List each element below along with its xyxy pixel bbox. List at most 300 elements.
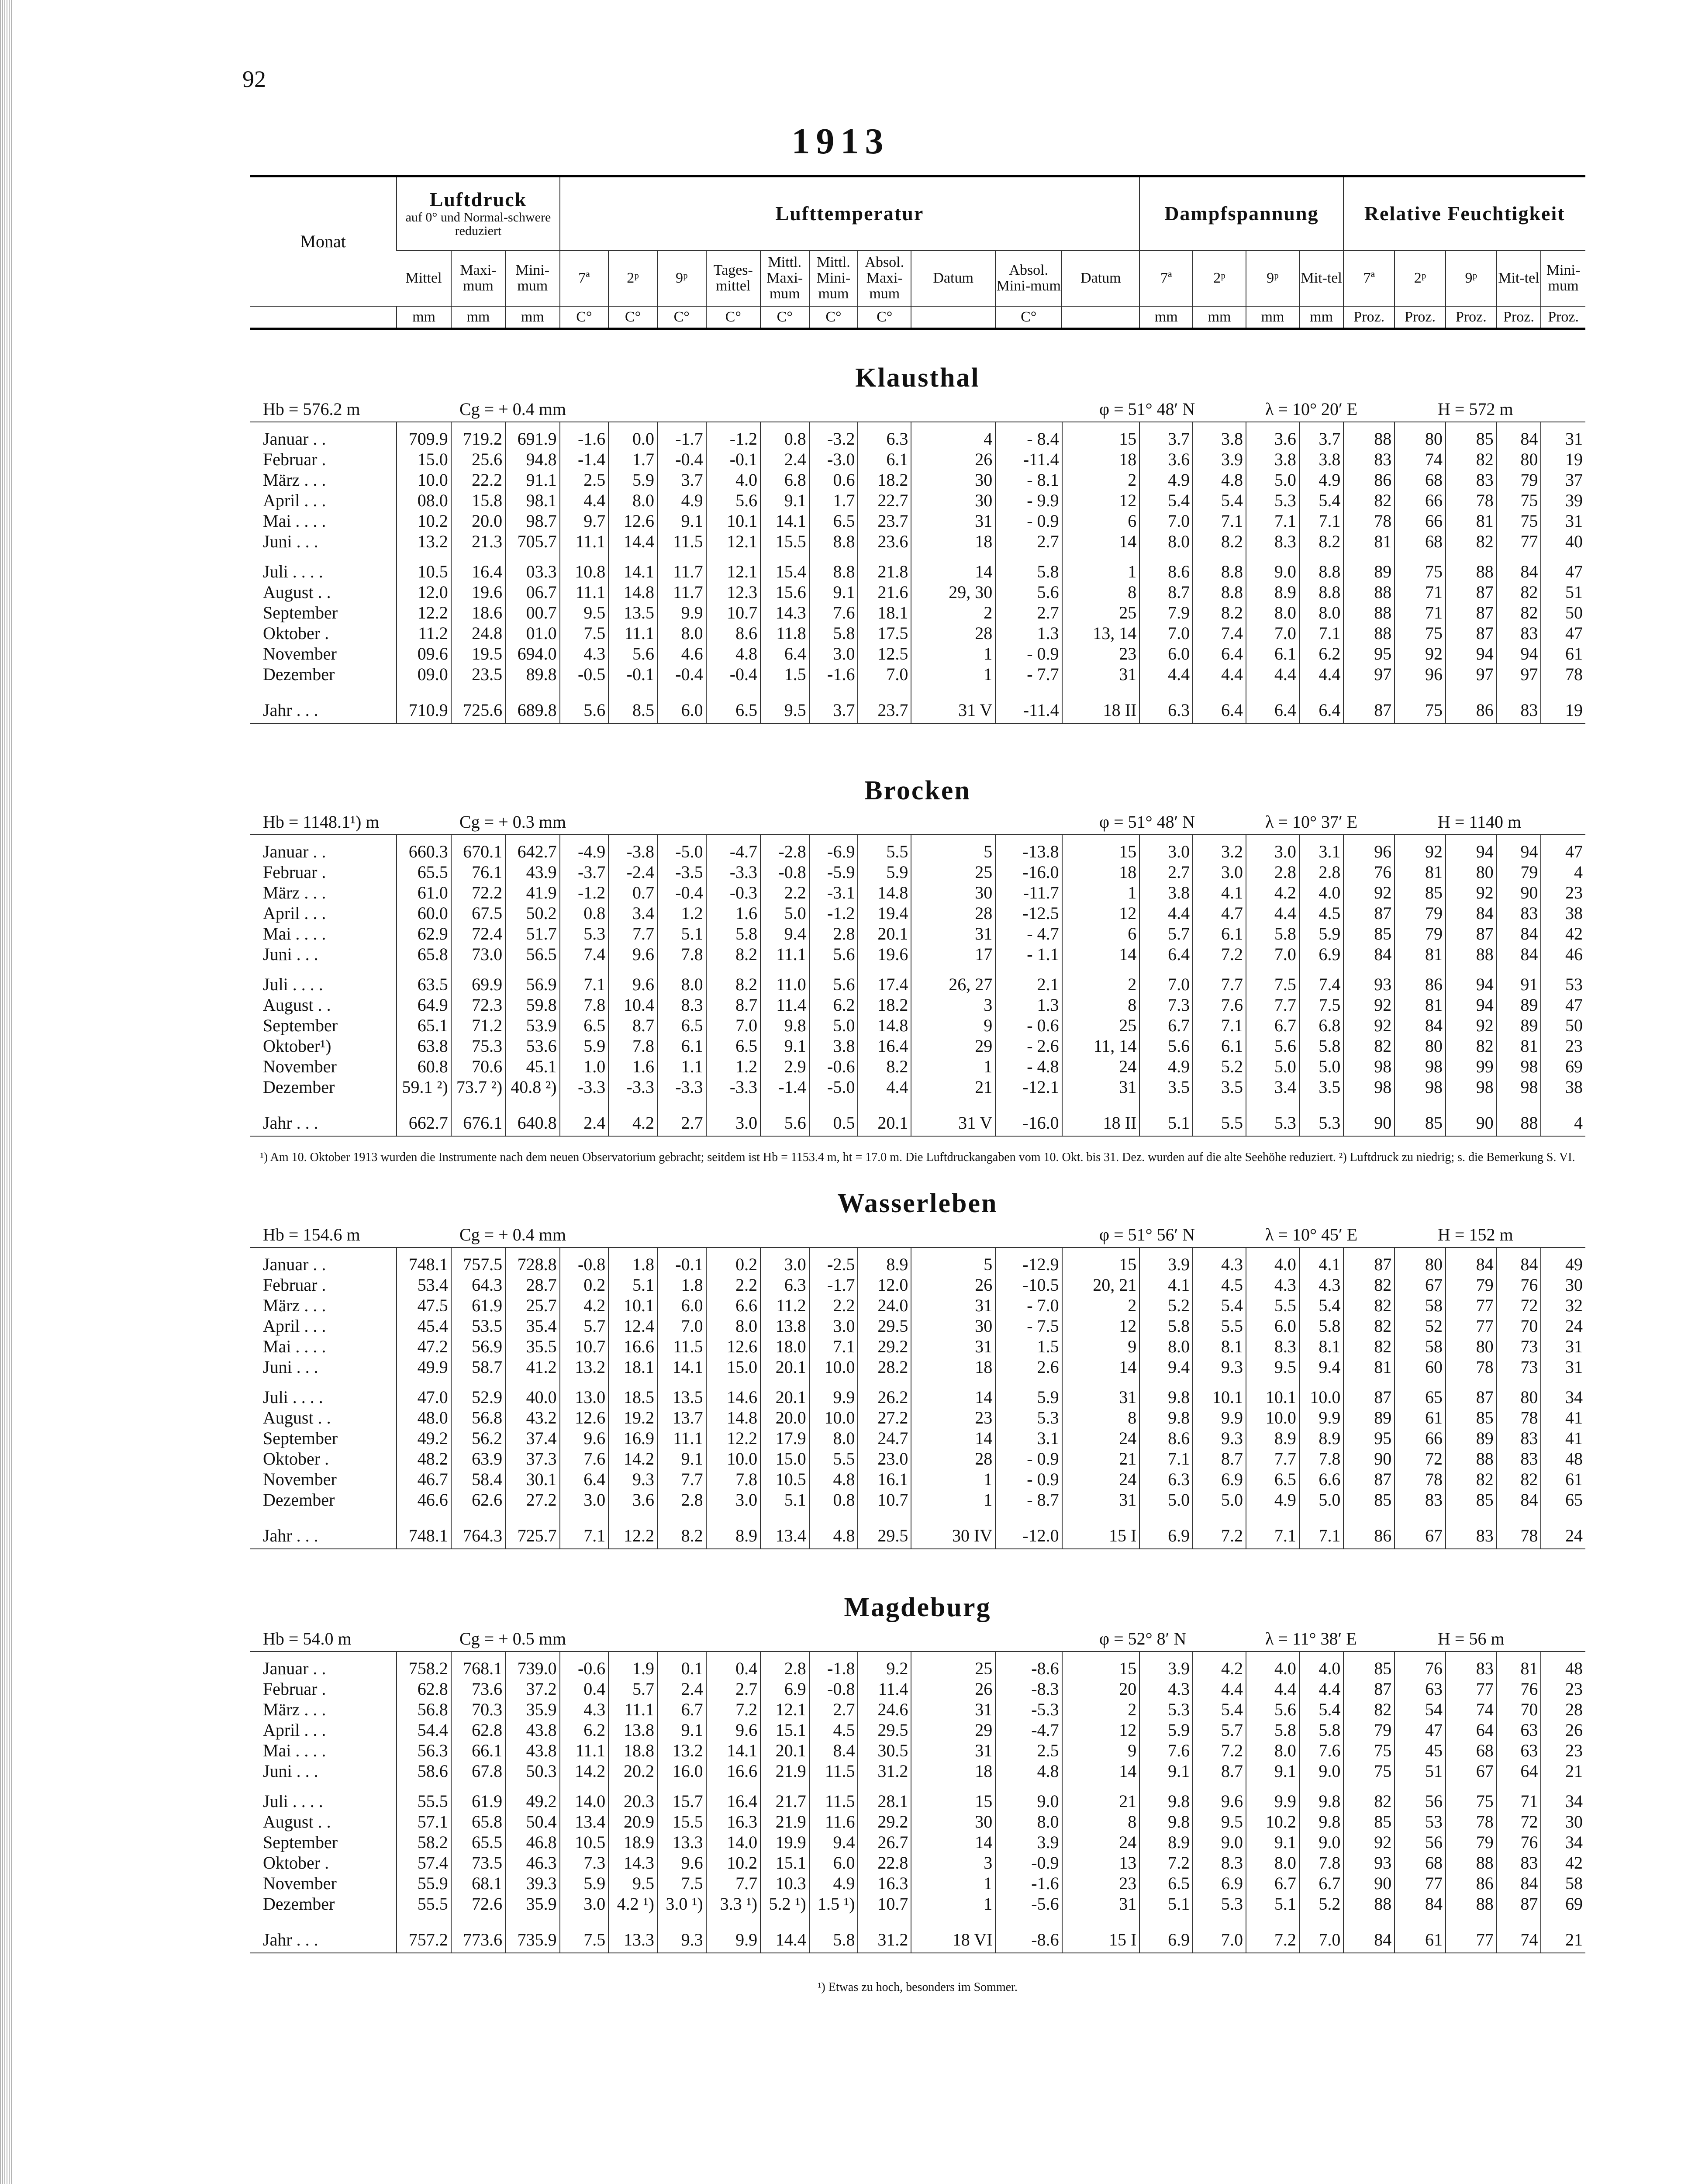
cell-t-mittl-max: 14.3 <box>760 602 809 623</box>
cell-t-datum: 31 V <box>911 684 995 723</box>
col-d-2p: 2ᵖ <box>1193 250 1246 306</box>
cell-f-min: 37 <box>1541 470 1585 490</box>
col-t-2p: 2ᵖ <box>608 250 657 306</box>
cell-f-mittel: 81 <box>1497 1036 1541 1056</box>
cell-f-2p: 66 <box>1395 511 1446 531</box>
unit-t-mittl-min: C° <box>809 306 858 329</box>
cell-f-7a: 98 <box>1343 1056 1395 1077</box>
cell-t-mittl-max: 21.9 <box>760 1761 809 1781</box>
cell-t-mittl-max: 12.1 <box>760 1699 809 1720</box>
cell-t-9p: 2.7 <box>657 1097 706 1136</box>
cell-d-7a: 9.8 <box>1139 1407 1193 1428</box>
cell-ld-mittel: 08.0 <box>397 490 451 511</box>
cell-t-mittl-min: 8.8 <box>809 552 858 582</box>
cell-t-datum: 1 <box>1062 552 1140 582</box>
table-row <box>250 1428 1585 1448</box>
station-meta <box>250 1625 1585 1652</box>
cell-t-7a: 7.4 <box>560 944 609 964</box>
station-name: Brocken <box>864 776 971 805</box>
cell-t-2p: 8.0 <box>608 490 657 511</box>
cell-t-mittl-max: 14.1 <box>760 511 809 531</box>
cell-t-mittel: 10.1 <box>706 511 760 531</box>
cell-t-mittl-max: 18.0 <box>760 1336 809 1357</box>
cell-d-2p: 4.5 <box>1193 1275 1246 1295</box>
cell-f-9p: 83 <box>1446 470 1497 490</box>
cell-t-mittel: 10.2 <box>706 1852 760 1873</box>
cell-t-absol-max: 29.2 <box>858 1336 911 1357</box>
cell-f-7a: 90 <box>1343 1097 1395 1136</box>
cell-d-7a: 8.0 <box>1139 531 1193 552</box>
cell-t-7a: 9.6 <box>560 1428 609 1448</box>
cell-t-absol-max: 28.1 <box>858 1781 911 1811</box>
cell-t-absol-max: 8.2 <box>858 1056 911 1077</box>
cell-ld-mittel: 09.6 <box>397 643 451 664</box>
cell-t-9p: -0.4 <box>657 664 706 684</box>
cell-f-2p: 81 <box>1395 862 1446 882</box>
cell-t-7a: 4.4 <box>560 490 609 511</box>
header-dampfspannung: Dampfspannung <box>1139 176 1343 250</box>
cell-d-mittel: 9.0 <box>1299 1832 1344 1852</box>
cell-d-mittel: 4.0 <box>1299 882 1344 903</box>
cell-t-mittel: 16.3 <box>706 1811 760 1832</box>
cell-f-mittel: 88 <box>1497 1097 1541 1136</box>
cell-d-2p: 8.2 <box>1193 531 1246 552</box>
cell-t-mittl-min: 5.0 <box>809 1015 858 1036</box>
cell-d-mittel: 5.0 <box>1299 1056 1344 1077</box>
cell-t-datum: 5 <box>911 835 995 862</box>
cell-t-9p: 4.6 <box>657 643 706 664</box>
cell-f-mittel: 79 <box>1497 470 1541 490</box>
cell-t-mittel: 6.5 <box>706 1036 760 1056</box>
cell-t-7a: 5.3 <box>560 923 609 944</box>
cell-t-mittl-min: 5.8 <box>809 1914 858 1953</box>
cell-d-2p: 9.3 <box>1193 1428 1246 1448</box>
cell-t-7a: 5.9 <box>560 1873 609 1894</box>
cell-monat: Juni . . . <box>263 532 318 551</box>
cell-t-datum: 21 <box>1062 1448 1140 1469</box>
cell-d-7a: 9.1 <box>1139 1761 1193 1781</box>
table-row <box>250 643 1585 664</box>
cell-ld-min: 735.9 <box>505 1914 559 1953</box>
cell-d-2p: 4.8 <box>1193 470 1246 490</box>
cell-d-2p: 5.4 <box>1193 1295 1246 1316</box>
cell-d-9p: 7.5 <box>1246 964 1299 995</box>
cell-f-min: 50 <box>1541 1015 1585 1036</box>
cell-d-2p: 5.4 <box>1193 1699 1246 1720</box>
cell-f-min: 31 <box>1541 1336 1585 1357</box>
table-row <box>250 1873 1585 1894</box>
cell-t-absol-max: 22.7 <box>858 490 911 511</box>
cell-f-2p: 75 <box>1395 684 1446 723</box>
cell-t-datum: 18 <box>1062 449 1140 470</box>
cell-t-absol-max: 23.6 <box>858 531 911 552</box>
cell-t-mittl-max: 13.4 <box>760 1510 809 1549</box>
cell-t-datum: 15 <box>1062 835 1140 862</box>
cell-monat: Juni . . . <box>263 1761 318 1781</box>
cell-monat: Januar . . <box>263 429 326 449</box>
cell-monat: Dezember <box>263 1894 335 1914</box>
cell-t-datum: 9 <box>1062 1740 1140 1761</box>
cell-f-7a: 88 <box>1343 623 1395 643</box>
unit-cell <box>250 306 397 329</box>
cell-ld-min: 51.7 <box>505 923 559 944</box>
cell-monat: August . . <box>263 995 331 1015</box>
cell-t-7a: 9.5 <box>560 602 609 623</box>
cell-t-absol-max: 16.4 <box>858 1036 911 1056</box>
cell-ld-min: 46.8 <box>505 1832 559 1852</box>
station-phi: φ = 52° 8′ N <box>1099 1629 1187 1648</box>
cell-t-datum: 14 <box>911 552 995 582</box>
cell-t-9p: 8.0 <box>657 623 706 643</box>
cell-f-2p: 86 <box>1395 964 1446 995</box>
cell-t-7a: 0.8 <box>560 903 609 923</box>
cell-f-9p: 80 <box>1446 862 1497 882</box>
cell-ld-min: 89.8 <box>505 664 559 684</box>
cell-t-datum: 1 <box>911 1489 995 1510</box>
cell-t-mittel: 8.2 <box>706 964 760 995</box>
cell-t-datum: 23 <box>911 1407 995 1428</box>
cell-t-mittel: 12.6 <box>706 1336 760 1357</box>
table-row <box>250 1679 1585 1699</box>
cell-t-mittel: 8.2 <box>706 944 760 964</box>
cell-d-9p: 5.8 <box>1246 1720 1299 1740</box>
unit-t-9p: C° <box>657 306 706 329</box>
cell-t-2p: 3.6 <box>608 1489 657 1510</box>
cell-d-2p: 3.5 <box>1193 1077 1246 1097</box>
cell-d-9p: 5.0 <box>1246 470 1299 490</box>
cell-t-absol-min: -12.1 <box>995 1077 1062 1097</box>
cell-t-mittel: 8.6 <box>706 623 760 643</box>
cell-f-mittel: 80 <box>1497 449 1541 470</box>
cell-d-9p: 5.3 <box>1246 1097 1299 1136</box>
cell-ld-mittel: 58.2 <box>397 1832 451 1852</box>
cell-t-absol-min: - 2.6 <box>995 1036 1062 1056</box>
cell-ld-mittel: 757.2 <box>397 1914 451 1953</box>
cell-monat: Februar . <box>263 862 326 882</box>
cell-t-9p: 15.7 <box>657 1781 706 1811</box>
cell-t-absol-min: -8.6 <box>995 1914 1062 1953</box>
cell-t-mittl-max: 5.1 <box>760 1489 809 1510</box>
cell-t-absol-min: - 7.7 <box>995 664 1062 684</box>
cell-ld-min: 56.9 <box>505 964 559 995</box>
cell-ld-mittel: 11.2 <box>397 623 451 643</box>
cell-d-9p: 7.7 <box>1246 995 1299 1015</box>
cell-t-7a: 7.5 <box>560 623 609 643</box>
cell-t-datum: 18 <box>911 1357 995 1377</box>
cell-t-2p: 14.4 <box>608 531 657 552</box>
cell-ld-min: 43.2 <box>505 1407 559 1428</box>
station-cg: Cg = + 0.4 mm <box>459 399 566 419</box>
cell-ld-min: 689.8 <box>505 684 559 723</box>
station-data-table <box>250 1248 1585 1549</box>
cell-t-2p: 4.2 <box>608 1097 657 1136</box>
cell-t-mittl-min: -3.0 <box>809 449 858 470</box>
cell-ld-mittel: 46.6 <box>397 1489 451 1510</box>
cell-d-7a: 6.4 <box>1139 944 1193 964</box>
cell-f-mittel: 81 <box>1497 1652 1541 1679</box>
cell-t-absol-max: 5.9 <box>858 862 911 882</box>
unit-row <box>250 306 1585 329</box>
cell-ld-mittel: 57.4 <box>397 1852 451 1873</box>
cell-ld-max: 670.1 <box>451 835 505 862</box>
cell-f-2p: 71 <box>1395 602 1446 623</box>
cell-d-mittel: 3.7 <box>1299 422 1344 449</box>
cell-d-mittel: 8.9 <box>1299 1428 1344 1448</box>
cell-f-2p: 77 <box>1395 1873 1446 1894</box>
cell-f-2p: 98 <box>1395 1056 1446 1077</box>
cell-ld-mittel: 45.4 <box>397 1316 451 1336</box>
cell-monat: Jahr . . . <box>250 684 397 723</box>
cell-t-datum: 13 <box>1062 1852 1140 1873</box>
cell-t-datum: 26 <box>911 449 995 470</box>
cell-f-2p: 56 <box>1395 1832 1446 1852</box>
cell-ld-mittel: 662.7 <box>397 1097 451 1136</box>
cell-f-7a: 87 <box>1343 684 1395 723</box>
cell-d-7a: 3.5 <box>1139 1077 1193 1097</box>
cell-d-2p: 5.0 <box>1193 1489 1246 1510</box>
cell-t-absol-max: 27.2 <box>858 1407 911 1428</box>
cell-t-datum: 2 <box>1062 1295 1140 1316</box>
cell-t-datum: 30 <box>911 1316 995 1336</box>
table-row <box>250 1336 1585 1357</box>
cell-t-7a: -3.3 <box>560 1077 609 1097</box>
cell-t-mittel: 14.0 <box>706 1832 760 1852</box>
cell-d-7a: 6.5 <box>1139 1873 1193 1894</box>
cell-t-mittl-max: 21.9 <box>760 1811 809 1832</box>
cell-t-2p: 20.2 <box>608 1761 657 1781</box>
cell-f-mittel: 70 <box>1497 1316 1541 1336</box>
cell-t-mittel: 10.7 <box>706 602 760 623</box>
table-row <box>250 1015 1585 1036</box>
cell-d-9p: 7.1 <box>1246 511 1299 531</box>
cell-monat: September <box>263 603 338 622</box>
cell-t-datum: 2 <box>1062 470 1140 490</box>
cell-ld-mittel: 48.2 <box>397 1448 451 1469</box>
cell-t-absol-max: 20.1 <box>858 1097 911 1136</box>
cell-t-7a: -1.2 <box>560 882 609 903</box>
cell-t-7a: 2.4 <box>560 1097 609 1136</box>
cell-t-datum: 15 <box>911 1781 995 1811</box>
cell-d-7a: 9.8 <box>1139 1781 1193 1811</box>
cell-t-mittl-max: -2.8 <box>760 835 809 862</box>
cell-f-min: 30 <box>1541 1811 1585 1832</box>
cell-t-9p: 13.7 <box>657 1407 706 1428</box>
cell-monat: November <box>263 644 337 663</box>
cell-d-2p: 5.2 <box>1193 1056 1246 1077</box>
cell-t-mittel: 16.6 <box>706 1761 760 1781</box>
cell-t-2p: 10.1 <box>608 1295 657 1316</box>
table-row <box>250 944 1585 964</box>
cell-d-7a: 7.1 <box>1139 1448 1193 1469</box>
cell-d-9p: 2.8 <box>1246 862 1299 882</box>
cell-f-2p: 79 <box>1395 903 1446 923</box>
cell-d-9p: 7.1 <box>1246 1510 1299 1549</box>
table-row <box>250 1407 1585 1428</box>
cell-t-datum: 23 <box>1062 1873 1140 1894</box>
cell-t-mittel: 14.1 <box>706 1740 760 1761</box>
cell-t-absol-max: 26.2 <box>858 1377 911 1407</box>
cell-d-2p: 10.1 <box>1193 1377 1246 1407</box>
cell-ld-mittel: 660.3 <box>397 835 451 862</box>
cell-t-9p: 9.6 <box>657 1852 706 1873</box>
cell-t-mittl-min: -5.0 <box>809 1077 858 1097</box>
cell-t-9p: 11.7 <box>657 582 706 602</box>
cell-f-mittel: 79 <box>1497 862 1541 882</box>
cell-t-7a: 3.0 <box>560 1489 609 1510</box>
cell-t-mittel: 4.8 <box>706 643 760 664</box>
cell-d-7a: 9.8 <box>1139 1377 1193 1407</box>
cell-f-min: 23 <box>1541 1036 1585 1056</box>
cell-t-absol-min: -5.3 <box>995 1699 1062 1720</box>
cell-f-7a: 82 <box>1343 1275 1395 1295</box>
cell-f-2p: 45 <box>1395 1740 1446 1761</box>
cell-t-datum: 30 IV <box>911 1510 995 1549</box>
cell-ld-min: 56.5 <box>505 944 559 964</box>
cell-f-min: 38 <box>1541 903 1585 923</box>
cell-f-7a: 87 <box>1343 1377 1395 1407</box>
cell-monat: April . . . <box>263 491 326 510</box>
cell-ld-mittel: 10.5 <box>397 552 451 582</box>
cell-t-datum: 31 <box>911 923 995 944</box>
cell-ld-max: 71.2 <box>451 1015 505 1036</box>
scan-binding-edge <box>0 0 13 2184</box>
cell-d-7a: 9.4 <box>1139 1357 1193 1377</box>
cell-t-datum: 4 <box>911 422 995 449</box>
cell-f-mittel: 84 <box>1497 923 1541 944</box>
cell-d-2p: 3.8 <box>1193 422 1246 449</box>
cell-ld-mittel: 758.2 <box>397 1652 451 1679</box>
cell-monat: Januar . . <box>263 1659 326 1678</box>
footnote-brocken: ¹) Am 10. Oktober 1913 wurden die Instrumente nach dem neuen Observatorium gebracht; seitdem ist Hb = 1153.4 m, ht = 17.0 m. Die Luftdruckangaben vom 10. Okt. bis 31. Dez. wurden auf die alte Seehöhe reduziert. ²) Luftdruck zu niedrig; s. die Bemerkung S. VI. <box>260 1151 1575 1164</box>
cell-f-9p: 87 <box>1446 623 1497 643</box>
cell-ld-mittel: 10.0 <box>397 470 451 490</box>
cell-f-2p: 85 <box>1395 1097 1446 1136</box>
cell-f-7a: 83 <box>1343 449 1395 470</box>
cell-t-datum: 31 <box>1062 1894 1140 1914</box>
cell-ld-min: 50.2 <box>505 903 559 923</box>
cell-d-mittel: 5.2 <box>1299 1894 1344 1914</box>
cell-f-mittel: 78 <box>1497 1510 1541 1549</box>
cell-f-9p: 86 <box>1446 1873 1497 1894</box>
cell-f-min: 19 <box>1541 449 1585 470</box>
cell-ld-max: 72.3 <box>451 995 505 1015</box>
cell-d-7a: 6.9 <box>1139 1914 1193 1953</box>
cell-t-absol-max: 29.5 <box>858 1510 911 1549</box>
station-lambda: λ = 10° 20′ E <box>1265 399 1358 419</box>
cell-t-mittel: 8.7 <box>706 995 760 1015</box>
cell-t-mittl-max: 20.1 <box>760 1357 809 1377</box>
cell-t-absol-max: 17.5 <box>858 623 911 643</box>
cell-t-datum: 8 <box>1062 1407 1140 1428</box>
cell-t-mittl-max: 11.2 <box>760 1295 809 1316</box>
cell-f-min: 34 <box>1541 1781 1585 1811</box>
cell-monat: Juli . . . . <box>263 1387 323 1407</box>
cell-t-mittl-min: -3.2 <box>809 422 858 449</box>
cell-d-2p: 3.9 <box>1193 449 1246 470</box>
cell-t-absol-min: 9.0 <box>995 1781 1062 1811</box>
cell-t-mittl-min: 5.6 <box>809 944 858 964</box>
cell-t-9p: 0.1 <box>657 1652 706 1679</box>
cell-t-absol-min: - 4.7 <box>995 923 1062 944</box>
cell-t-9p: -0.4 <box>657 449 706 470</box>
cell-t-9p: 13.5 <box>657 1377 706 1407</box>
cell-t-absol-min: -11.4 <box>995 449 1062 470</box>
cell-f-2p: 66 <box>1395 490 1446 511</box>
cell-f-2p: 83 <box>1395 1489 1446 1510</box>
cell-d-mittel: 4.9 <box>1299 470 1344 490</box>
table-row <box>250 1781 1585 1811</box>
cell-t-7a: 12.6 <box>560 1407 609 1428</box>
cell-t-2p: 0.7 <box>608 882 657 903</box>
cell-t-absol-max: 9.2 <box>858 1652 911 1679</box>
cell-ld-mittel: 49.2 <box>397 1428 451 1448</box>
cell-f-mittel: 83 <box>1497 1448 1541 1469</box>
cell-d-9p: 5.6 <box>1246 1699 1299 1720</box>
cell-t-datum: 30 <box>911 490 995 511</box>
cell-t-mittl-max: 6.3 <box>760 1275 809 1295</box>
cell-d-mittel: 6.9 <box>1299 944 1344 964</box>
cell-f-9p: 82 <box>1446 531 1497 552</box>
cell-d-9p: 8.0 <box>1246 602 1299 623</box>
cell-f-9p: 89 <box>1446 1428 1497 1448</box>
cell-ld-mittel: 48.0 <box>397 1407 451 1428</box>
cell-t-datum: 14 <box>1062 1761 1140 1781</box>
cell-t-mittl-max: 0.8 <box>760 422 809 449</box>
cell-d-7a: 5.8 <box>1139 1316 1193 1336</box>
cell-f-9p: 94 <box>1446 835 1497 862</box>
footnote-magdeburg: ¹) Etwas zu hoch, besonders im Sommer. <box>818 1980 1018 1994</box>
cell-t-datum: 6 <box>1062 511 1140 531</box>
cell-d-9p: 4.0 <box>1246 1248 1299 1275</box>
cell-t-mittl-max: 11.0 <box>760 964 809 995</box>
cell-d-7a: 7.3 <box>1139 995 1193 1015</box>
cell-t-datum: 8 <box>1062 995 1140 1015</box>
cell-t-absol-min: -8.6 <box>995 1652 1062 1679</box>
cell-f-mittel: 73 <box>1497 1357 1541 1377</box>
cell-t-9p: 6.0 <box>657 1295 706 1316</box>
cell-ld-min: 46.3 <box>505 1852 559 1873</box>
cell-monat: Juni . . . <box>263 1357 318 1377</box>
cell-t-7a: 7.8 <box>560 995 609 1015</box>
cell-t-absol-min: - 0.9 <box>995 1448 1062 1469</box>
table-row <box>250 1377 1585 1407</box>
cell-d-9p: 8.0 <box>1246 1740 1299 1761</box>
cell-d-7a: 8.7 <box>1139 582 1193 602</box>
station-hb: Hb = 576.2 m <box>263 399 360 419</box>
cell-t-mittl-max: 15.1 <box>760 1852 809 1873</box>
cell-d-7a: 4.9 <box>1139 470 1193 490</box>
cell-ld-min: 642.7 <box>505 835 559 862</box>
cell-t-mittl-max: 21.7 <box>760 1781 809 1811</box>
cell-d-mittel: 4.0 <box>1299 1652 1344 1679</box>
table-row <box>250 1275 1585 1295</box>
cell-t-mittl-min: 11.5 <box>809 1781 858 1811</box>
cell-t-absol-max: 20.1 <box>858 923 911 944</box>
cell-t-7a: 13.4 <box>560 1811 609 1832</box>
cell-d-2p: 8.8 <box>1193 582 1246 602</box>
cell-t-absol-max: 8.9 <box>858 1248 911 1275</box>
cell-t-mittel: 0.4 <box>706 1652 760 1679</box>
cell-t-7a: 4.3 <box>560 643 609 664</box>
cell-t-absol-min: -12.9 <box>995 1248 1062 1275</box>
cell-f-2p: 68 <box>1395 1852 1446 1873</box>
cell-d-9p: 10.2 <box>1246 1811 1299 1832</box>
cell-d-9p: 8.9 <box>1246 582 1299 602</box>
cell-d-2p: 9.5 <box>1193 1811 1246 1832</box>
cell-d-mittel: 4.4 <box>1299 664 1344 684</box>
cell-f-min: 31 <box>1541 1357 1585 1377</box>
station-name: Klausthal <box>855 363 980 393</box>
